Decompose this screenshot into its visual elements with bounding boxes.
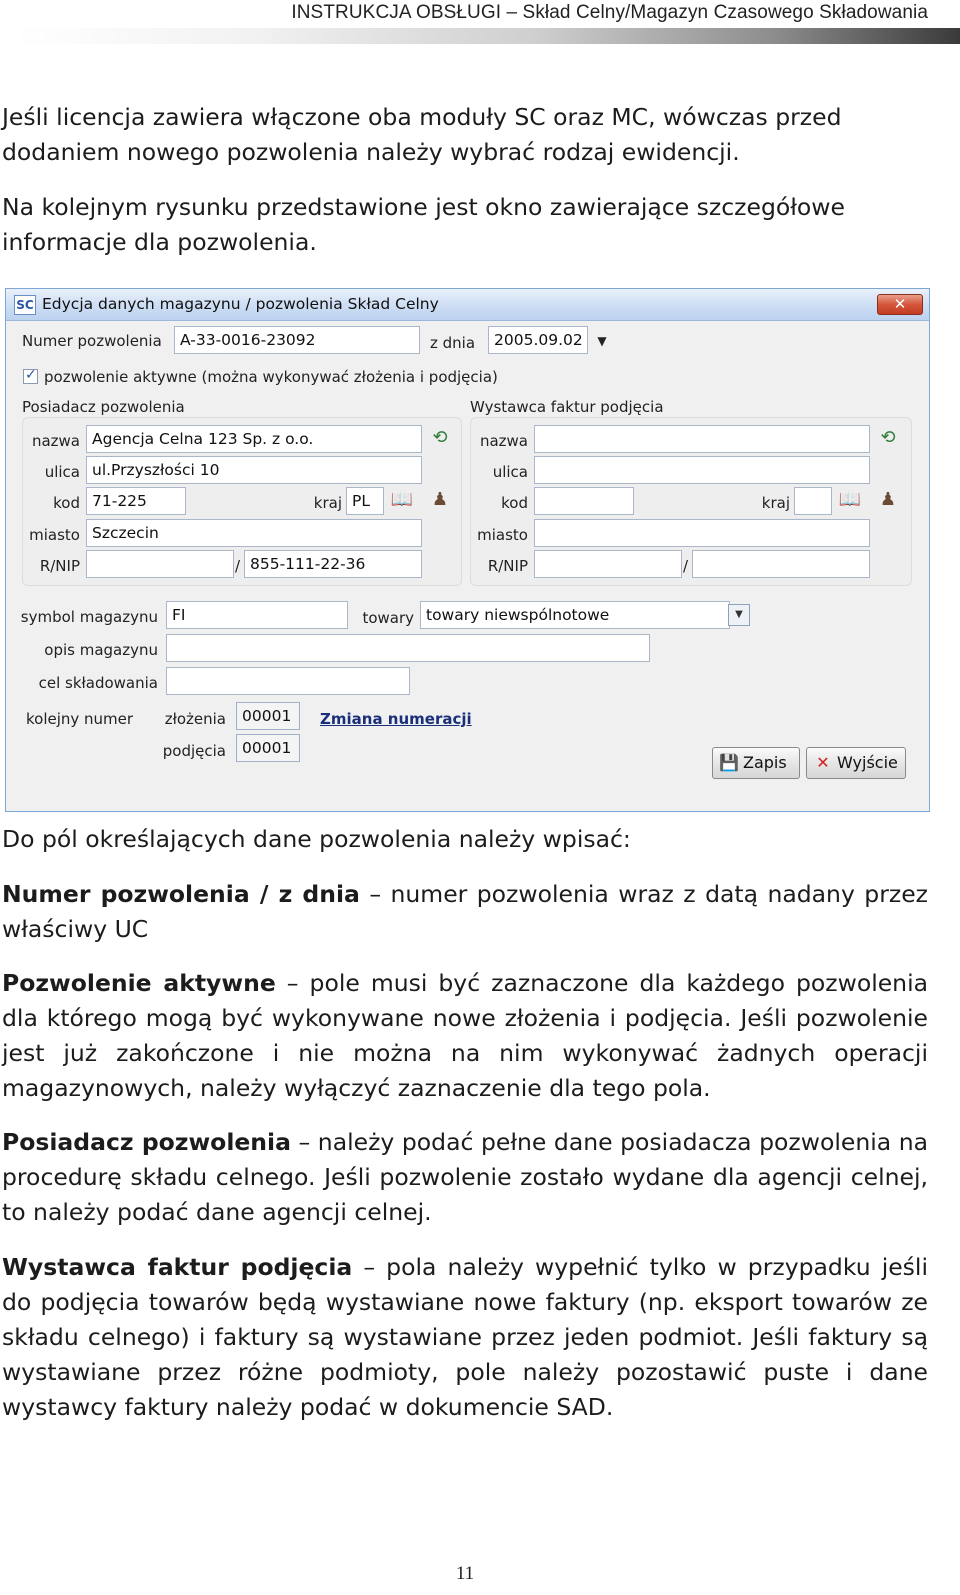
holder-country-label: kraj <box>313 494 342 512</box>
submission-number-field[interactable]: 00001 <box>236 702 300 730</box>
storage-purpose-label: cel składowania <box>38 674 158 692</box>
date-label: z dnia <box>430 334 476 352</box>
holder-street-label: ulica <box>44 463 80 481</box>
date-field[interactable]: 2005.09.02 <box>488 326 588 354</box>
issuer-rnip-left-field[interactable] <box>534 550 682 578</box>
term-permit-holder: Posiadacz pozwolenia <box>2 1128 291 1156</box>
holder-name-label: nazwa <box>31 432 80 450</box>
submission-label: złożenia <box>164 710 226 728</box>
next-number-label: kolejny numer <box>26 710 134 728</box>
warehouse-symbol-field[interactable]: FI <box>166 601 348 629</box>
holder-person-icon[interactable]: ♟ <box>431 489 449 510</box>
issuer-city-label: miasto <box>477 526 528 544</box>
date-dropdown-icon[interactable]: ▼ <box>597 334 607 348</box>
page-header-title: INSTRUKCJA OBSŁUGI – Skład Celny/Magazyn Czasowego Składowania <box>291 2 928 23</box>
permit-edit-dialog <box>5 288 930 812</box>
text-permit-number: – numer pozwolenia wraz z datą nadany przez właściwy UC <box>2 880 929 943</box>
holder-city-field[interactable]: Szczecin <box>86 519 422 547</box>
app-icon: SC <box>14 295 36 315</box>
holder-rnip-slash: / <box>235 557 241 575</box>
term-active-permit: Pozwolenie aktywne <box>2 969 276 997</box>
issuer-rnip-label: R/NIP <box>487 557 528 575</box>
warehouse-symbol-label: symbol magazynu <box>20 608 158 626</box>
exit-button-label: Wyjście <box>837 753 898 772</box>
issuer-person-icon[interactable]: ♟ <box>879 489 897 510</box>
text-active-permit: – pole musi być zaznaczone dla każdego pozwolenia dla którego mogą być wykonywane nowe złożenia i podjęcia. Jeśli pozwolenie jest już zakończone i nie można na nim wykonywać żadnych operacji magazynowych, należy wyłączyć zaznaczenie dla tego pola. <box>2 969 929 1102</box>
storage-purpose-field[interactable] <box>166 667 410 695</box>
text-invoice-issuer: – pola należy wypełnić tylko w przypadku jeśli do podjęcia towarów będą wystawiane nowe faktury (np. eksport towarów ze składu celnego) i faktury są wystawiane przez jeden podmiot. Jeśli faktury są wystawiane przez różne podmioty, pole należy pozostawić puste i dane wystawcy faktury należy podać w dokumencie SAD. <box>2 1253 928 1421</box>
holder-rnip-left-field[interactable] <box>86 550 234 578</box>
header-gradient-bar <box>14 28 960 44</box>
issuer-city-field[interactable] <box>534 519 870 547</box>
intro-paragraph-1: Jeśli licencja zawiera włączone oba moduły SC oraz MC, wówczas przed dodaniem nowego pozwolenia należy wybrać rodzaj ewidencji. <box>2 103 842 166</box>
issuer-street-label: ulica <box>492 463 528 481</box>
save-button-label: Zapis <box>743 753 787 772</box>
holder-section-label: Posiadacz pozwolenia <box>22 398 185 416</box>
pickup-label: podjęcia <box>162 742 226 760</box>
holder-name-field[interactable]: Agencja Celna 123 Sp. z o.o. <box>86 425 422 453</box>
issuer-street-field[interactable] <box>534 456 870 484</box>
issuer-name-label: nazwa <box>479 432 528 450</box>
holder-code-field[interactable]: 71-225 <box>86 487 186 515</box>
save-button[interactable] <box>712 747 800 779</box>
warehouse-description-label: opis magazynu <box>44 641 158 659</box>
issuer-country-label: kraj <box>761 494 790 512</box>
page-number: 11 <box>455 1563 475 1584</box>
issuer-rnip-right-field[interactable] <box>692 550 870 578</box>
holder-refresh-icon[interactable]: ⟲ <box>432 427 448 448</box>
close-button[interactable]: ✕ <box>877 294 923 315</box>
description-invoice-issuer <box>2 1250 928 1425</box>
issuer-name-field[interactable] <box>534 425 870 453</box>
holder-country-field[interactable]: PL <box>346 487 384 515</box>
goods-label: towary <box>362 609 414 627</box>
text-permit-holder: – należy podać pełne dane posiadacza pozwolenia na procedurę składu celnego. Jeśli pozwolenie zostało wydane dla agencji celnej, to należy podać dane agencji celnej. <box>2 1128 928 1226</box>
change-numbering-link[interactable]: Zmiana numeracji <box>320 710 472 728</box>
issuer-country-field[interactable] <box>794 487 832 515</box>
issuer-code-field[interactable] <box>534 487 634 515</box>
permit-number-field[interactable]: A-33-0016-23092 <box>174 326 420 354</box>
goods-select[interactable]: towary niewspólnotowe <box>420 601 730 629</box>
issuer-section-label: Wystawca faktur podjęcia <box>470 398 664 416</box>
dialog-title: Edycja danych magazynu / pozwolenia Skład Celny <box>42 295 439 313</box>
warehouse-description-field[interactable] <box>166 634 650 662</box>
issuer-code-label: kod <box>501 494 528 512</box>
term-invoice-issuer: Wystawca faktur podjęcia <box>2 1253 353 1281</box>
description-permit-number <box>2 877 928 947</box>
holder-rnip-right-field[interactable]: 855-111-22-36 <box>244 550 422 578</box>
holder-address-book-icon[interactable]: 📖 <box>390 489 414 510</box>
issuer-rnip-slash: / <box>683 557 689 575</box>
holder-code-label: kod <box>53 494 80 512</box>
pickup-number-field[interactable]: 00001 <box>236 734 300 762</box>
issuer-address-book-icon[interactable]: 📖 <box>838 489 862 510</box>
description-active-permit <box>2 966 928 1106</box>
issuer-refresh-icon[interactable]: ⟲ <box>880 427 896 448</box>
intro-paragraph-2: Na kolejnym rysunku przedstawione jest okno zawierające szczegółowe informacje dla pozwolenia. <box>2 193 845 256</box>
permit-number-label: Numer pozwolenia <box>22 332 162 350</box>
holder-city-label: miasto <box>29 526 80 544</box>
floppy-disk-icon: 💾 <box>719 753 739 772</box>
dialog-title-bar[interactable] <box>6 289 929 321</box>
term-permit-number: Numer pozwolenia / z dnia <box>2 880 360 908</box>
goods-dropdown-icon[interactable]: ▼ <box>728 604 750 626</box>
fields-intro-paragraph: Do pól określających dane pozwolenia należy wpisać: <box>2 825 631 853</box>
red-x-icon: ✕ <box>816 753 830 772</box>
active-permit-checkbox[interactable] <box>23 369 38 384</box>
holder-street-field[interactable]: ul.Przyszłości 10 <box>86 456 422 484</box>
exit-button[interactable] <box>806 747 906 779</box>
active-permit-label: pozwolenie aktywne (można wykonywać złożenia i podjęcia) <box>44 368 498 386</box>
description-permit-holder <box>2 1125 928 1230</box>
holder-rnip-label: R/NIP <box>39 557 80 575</box>
